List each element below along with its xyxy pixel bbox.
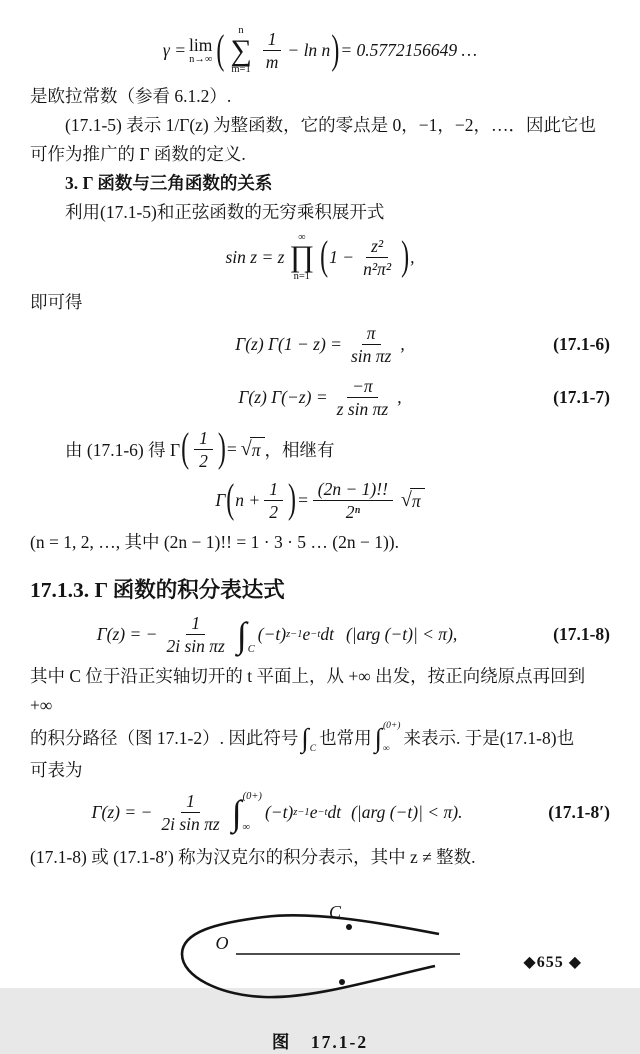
equation-euler-body: [30, 26, 610, 76]
integral-upper-limit: (0+): [382, 721, 401, 732]
product-operator: [289, 233, 314, 283]
heading-section-17-1-3: 17.1.3. Γ 函数的积分表达式: [30, 578, 285, 602]
limit-symbol: lim: [189, 35, 213, 56]
exp-base: e: [309, 802, 318, 823]
paragraph-obtain: 即可得: [30, 292, 83, 312]
one-minus-term: 1 −: [329, 246, 355, 267]
integral-sign: ∫: [236, 614, 247, 655]
hankel-contour-drawing: [152, 898, 488, 1022]
inline-contour-integral: [301, 722, 316, 754]
fraction-denominator: n²π²: [363, 258, 392, 279]
fraction-numerator: −π: [347, 376, 378, 398]
fraction-denominator: z sin πz: [336, 399, 389, 420]
close-paren: ): [287, 478, 296, 523]
fraction-denominator: sin πz: [350, 346, 392, 367]
open-paren: (: [181, 427, 190, 472]
gamma-symbol: Γ: [215, 489, 226, 510]
argument-condition: (|arg (−t)| < π).: [351, 802, 463, 823]
fraction-one-half: [264, 479, 283, 522]
fraction-double-factorial: [313, 479, 393, 522]
integral-sign: ∫: [231, 792, 242, 833]
fraction-denominator: 2: [269, 501, 278, 522]
fraction-numerator: (2n − 1)!!: [313, 479, 393, 501]
product-lower-limit: n=1: [293, 270, 311, 282]
equation-hankel-body: Γ(z) = − $\frac{1}{\text{2i sin πz}}$ ∫ C (−t) z−1 e −t dt (|arg (−t)| < π),: [96, 613, 458, 657]
contour-label: C: [328, 901, 342, 922]
equation-tag-17-1-7: (17.1-7): [553, 387, 610, 408]
equation-negative-argument: [30, 376, 610, 419]
equation-tag-17-1-8-prime: (17.1-8′): [548, 802, 610, 823]
radical-sign: √: [240, 438, 252, 461]
fraction-pi-over-sin: [346, 323, 396, 366]
fraction-numerator: 1: [186, 613, 205, 635]
fraction-numerator: 1: [264, 479, 283, 501]
equation-negative-body: [116, 376, 524, 419]
integral-limits: [243, 792, 262, 834]
fraction-denominator: 2: [199, 450, 208, 471]
fraction-denominator: m: [265, 52, 279, 73]
paragraph-double-factorial: (n = 1, 2, …, 其中 (2n − 1)!! = 1 · 3 · 5 … (2n − 1)).: [30, 532, 400, 552]
paragraph-contour-line1: 其中 C 位于沿正实轴切开的 t 平面上，从 +∞ 出发，按正向绕原点再回到 +∞: [30, 666, 586, 716]
summation-operator: [230, 26, 251, 76]
fraction-numerator: 1: [194, 428, 213, 450]
integral-limits: [248, 614, 255, 656]
equation-hankel-integral-prime: [30, 791, 610, 834]
close-paren: ): [401, 235, 410, 280]
integral-upper-limit: (0+): [242, 790, 262, 802]
equation-sine-product: [30, 233, 610, 283]
paragraph-contour-line2: [30, 720, 610, 756]
product-symbol: ∏: [289, 240, 315, 273]
fraction-numerator: 1: [263, 29, 282, 51]
fraction-denominator: 2ⁿ: [345, 501, 360, 522]
figure-caption: 图 17.1-2: [271, 1031, 369, 1052]
contour-line2-c: 来表示. 于是(17.1-8)也: [403, 728, 575, 749]
origin-label: O: [215, 932, 229, 953]
paragraph-hankel-name: (17.1-8) 或 (17.1-8′) 称为汉克尔的积分表示，其中 z ≠ 整数.: [30, 846, 476, 867]
trailing-comma: ,: [400, 334, 405, 355]
open-paren: (: [226, 478, 235, 523]
negative-lhs: Γ(z) Γ(−z) =: [238, 387, 328, 408]
equation-reflection-body: [116, 323, 524, 366]
fraction-numerator: 1: [181, 791, 200, 813]
product-upper-limit: ∞: [298, 231, 306, 243]
paragraph-gamma-half: [30, 428, 610, 471]
differential: dt: [327, 802, 342, 823]
contour-integral: [237, 614, 255, 656]
paragraph-entire-function-line1: (17.1-5) 表示 1/Γ(z) 为整函数，它的零点是 0，−1，−2，…．因此它也: [65, 114, 596, 135]
equation-tag-17-1-6: (17.1-6): [553, 334, 610, 355]
radical-sign: √: [400, 489, 412, 512]
sqrt-pi: [241, 437, 265, 461]
trailing-comma: ,: [397, 387, 402, 408]
direction-dot-upper: [346, 924, 352, 930]
hankel-loop-integral: [232, 792, 262, 834]
close-paren: ): [217, 427, 226, 472]
fraction-z2-over-n2pi2: [358, 236, 396, 279]
radicand: π: [410, 488, 425, 512]
paragraph-contour-line3: 可表为: [30, 760, 83, 781]
reflection-lhs: Γ(z) Γ(1 − z) =: [235, 334, 342, 355]
open-paren: (: [216, 28, 225, 73]
sum-symbol: ∑: [230, 33, 252, 67]
integral-sign: ∫: [301, 722, 309, 753]
integral-lower-limit: ∞: [382, 743, 390, 754]
integral-lower-limit: C: [309, 743, 317, 754]
integral-lower-limit: ∞: [242, 822, 251, 834]
fraction-hankel-coefficient: [156, 791, 224, 834]
heading-trig-relation: 3. Γ 函数与三角函数的关系: [65, 172, 273, 193]
radicand: π: [250, 437, 265, 461]
argument-n-plus: n +: [235, 489, 261, 510]
limit-operator: [189, 36, 212, 65]
limit-subscript: n→∞: [189, 54, 213, 66]
close-paren: ): [331, 28, 340, 73]
equation-euler-constant: [30, 26, 610, 76]
fraction-numerator: π: [362, 323, 381, 345]
inline-hankel-integral: [375, 722, 401, 754]
equation-hankel-integral: [30, 613, 610, 656]
fraction-one-over-m: [261, 29, 284, 72]
paragraph-product-expansion: 利用(17.1-5)和正弦函数的无穷乘积展开式: [65, 201, 385, 222]
equation-tag-17-1-8: (17.1-8): [553, 624, 610, 645]
equals-sign: =: [296, 489, 309, 510]
equation-half-integer-body: [30, 479, 610, 522]
gamma-half-post: ，相继有: [264, 439, 335, 460]
fraction-numerator: z²: [366, 236, 388, 258]
gamma-half-pre: 由 (17.1-6) 得 Γ: [65, 439, 181, 460]
fraction-hankel-coefficient: [162, 613, 230, 656]
equation-half-integer: [30, 479, 610, 522]
integrand-base: (−t): [257, 624, 287, 645]
direction-dot-lower: [339, 979, 345, 985]
euler-lhs: γ =: [162, 40, 187, 61]
argument-condition: (|arg (−t)| < π),: [345, 624, 458, 645]
contour-line2-a: 的积分路径（图 17.1-2）. 因此符号: [30, 728, 299, 749]
page-number: ◆655 ◆: [523, 954, 582, 971]
contour-line2-b: 也常用: [319, 728, 372, 749]
fraction-negpi-over-zsin: [332, 376, 394, 419]
equation-reflection: [30, 323, 610, 366]
minus-ln-term: − ln n: [287, 40, 331, 61]
sum-lower-limit: m=1: [231, 64, 251, 75]
hankel-lhs: Γ(z) = −: [91, 802, 153, 823]
equation-sine-body: [30, 233, 610, 283]
trailing-comma: ,: [410, 246, 415, 267]
integrand-base: (−t): [264, 802, 294, 823]
euler-value: = 0.5772156649 …: [340, 40, 478, 61]
equals-sign: =: [226, 438, 237, 459]
sum-upper-limit: n: [238, 25, 244, 36]
paragraph-entire-function-line2: 可作为推广的 Γ 函数的定义.: [30, 143, 246, 164]
fraction-one-half: [194, 428, 213, 471]
sine-lhs: sin z = z: [225, 246, 285, 267]
hankel-lhs: Γ(z) = −: [96, 624, 158, 645]
paragraph-euler-constant: 是欧拉常数（参看 6.1.2）.: [30, 85, 232, 106]
open-paren: (: [320, 235, 329, 280]
fraction-denominator: 2i sin πz: [161, 814, 220, 835]
equation-hankel-prime-body: Γ(z) = − $\frac{1}{\text{2i sin πz}}$ ∫ (0+) ∞ (−t) z−1 e −t dt (|arg (−t)| < π).: [91, 790, 463, 835]
fraction-denominator: 2i sin πz: [166, 636, 225, 657]
integral-sign: ∫: [374, 722, 382, 753]
integral-lower-limit: C: [247, 644, 255, 656]
differential: dt: [320, 624, 334, 645]
integral-limits: [383, 722, 401, 754]
exp-base: e: [302, 624, 311, 645]
contour-curve: [182, 915, 439, 997]
integral-limits: [310, 722, 316, 754]
sqrt-pi: [401, 488, 425, 512]
